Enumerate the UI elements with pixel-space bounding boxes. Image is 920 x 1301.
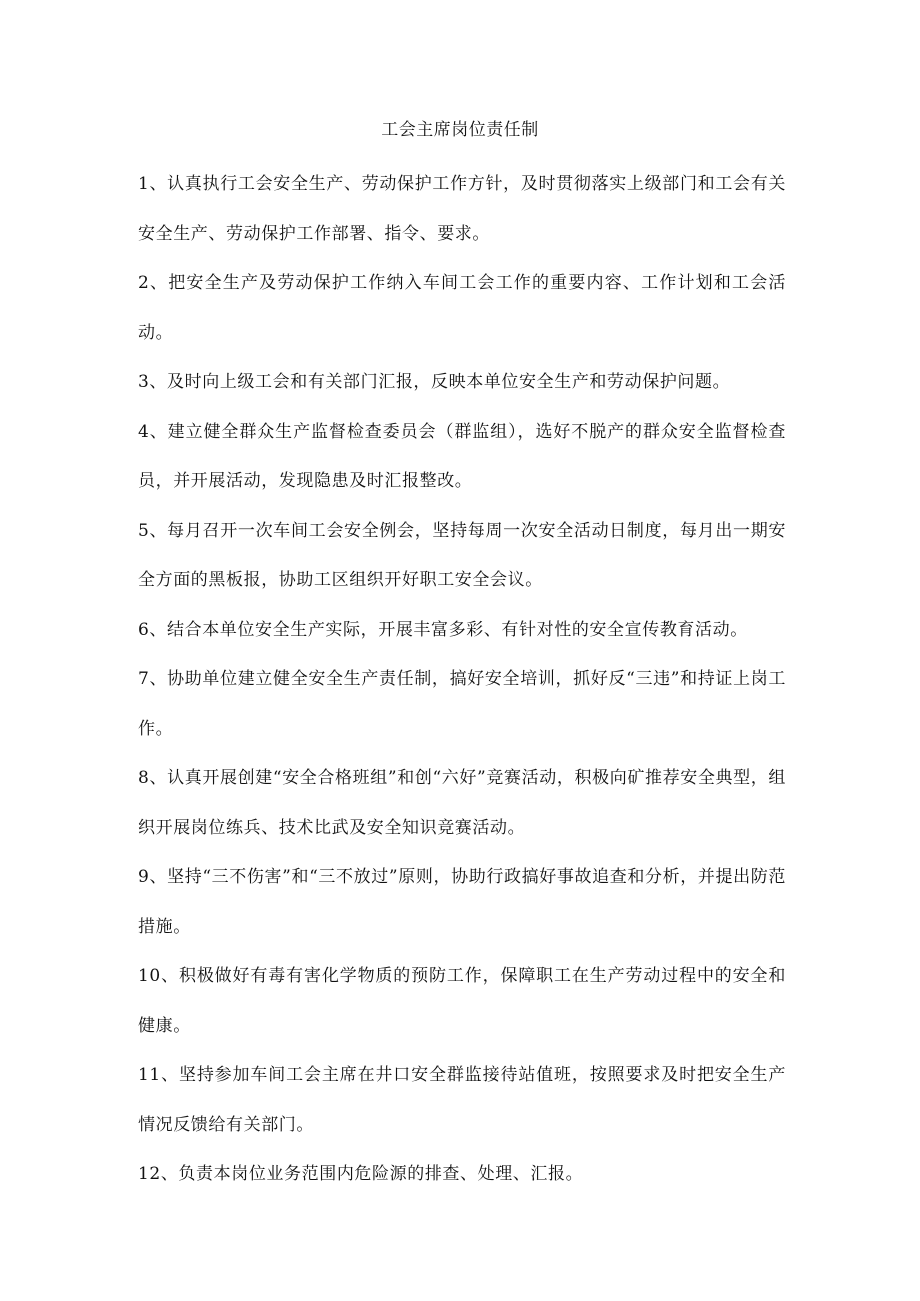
list-item: 3、及时向上级工会和有关部门汇报，反映本单位安全生产和劳动保护问题。 [138,372,731,392]
list-item: 4、建立健全群众生产监督检查委员会（群监组），选好不脱产的群众安全监督检查员，并开展活动，发现隐患及时汇报整改。 [138,421,786,491]
list-item: 1、认真执行工会安全生产、劳动保护工作方针，及时贯彻落实上级部门和工会有关安全生产、劳动保护工作部署、指令、要求。 [138,174,786,244]
list-item: 6、结合本单位安全生产实际，开展丰富多彩、有针对性的安全宣传教育活动。 [138,619,748,640]
list-item: 8、认真开展创建“安全合格班组”和创“六好”竞赛活动，积极向矿推荐安全典型，组织开展岗位练兵、技术比武及安全知识竞赛活动。 [138,768,786,838]
list-item: 9、坚持“三不伤害”和“三不放过”原则，协助行政搞好事故追查和分析，并提出防范措施。 [138,867,786,937]
list-item: 5、每月召开一次车间工会安全例会，坚持每周一次安全活动日制度，每月出一期安全方面的黑板报，协助工区组织开好职工安全会议。 [138,520,786,590]
list-item: 10、积极做好有毒有害化学物质的预防工作，保障职工在生产劳动过程中的安全和健康。 [138,966,786,1036]
list-item: 7、协助单位建立健全安全生产责任制，搞好安全培训，抓好反“三违”和持证上岗工作。 [138,669,786,739]
responsibility-list [138,160,786,1200]
list-item: 2、把安全生产及劳动保护工作纳入车间工会工作的重要内容、工作计划和工会活动。 [138,273,786,343]
document-title: 工会主席岗位责任制 [381,120,539,140]
list-item: 12、负责本岗位业务范围内危险源的排查、处理、汇报。 [138,1164,584,1184]
list-item: 11、坚持参加车间工会主席在井口安全群监接待站值班，按照要求及时把安全生产情况反馈给有关部门。 [138,1065,786,1135]
